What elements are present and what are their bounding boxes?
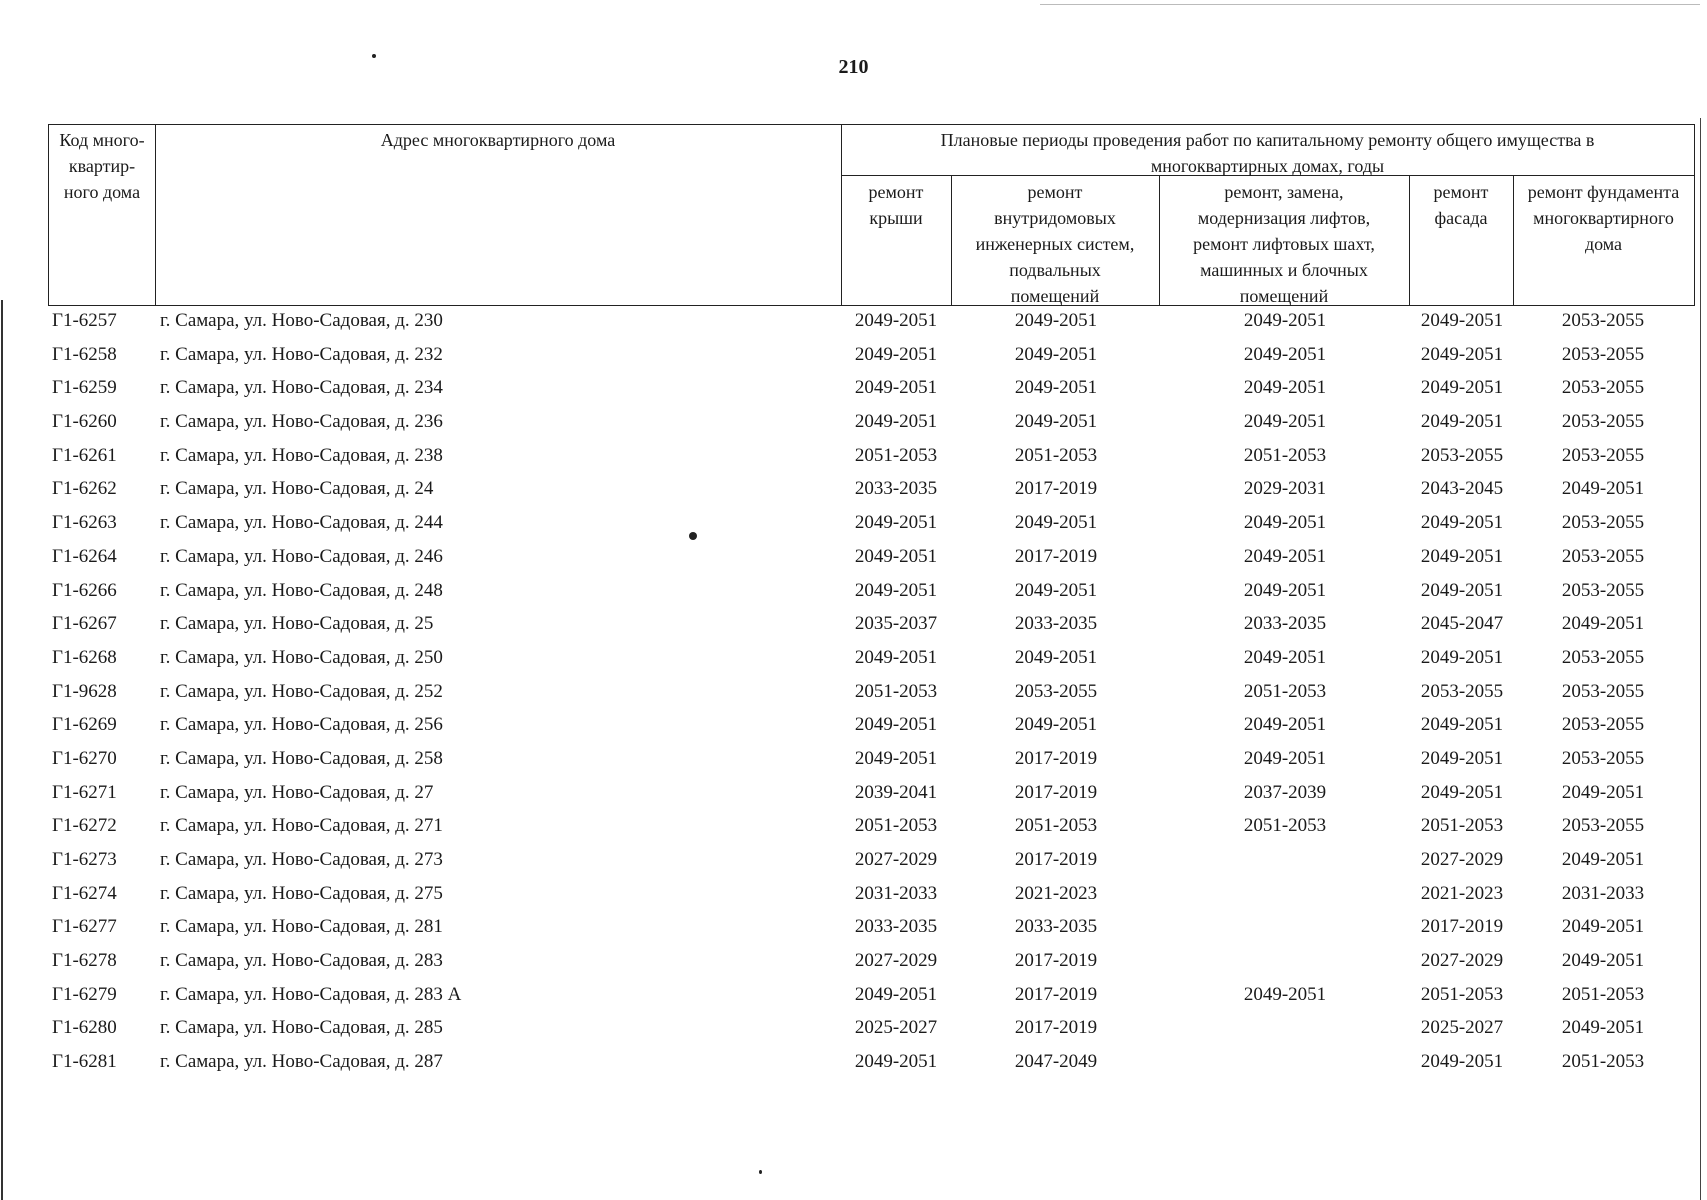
cell-engineering: 2047-2049 [1014, 1051, 1098, 1073]
cell-foundation: 2049-2051 [1561, 1017, 1645, 1039]
cell-facade: 2049-2051 [1420, 545, 1504, 567]
cell-foundation: 2053-2055 [1561, 579, 1645, 601]
cell-roof: 2035-2037 [854, 613, 938, 635]
cell-engineering: 2017-2019 [1014, 983, 1098, 1005]
cell-code: Г1-9628 [52, 680, 117, 702]
cell-facade: 2043-2045 [1420, 478, 1504, 500]
cell-address: г. Самара, ул. Ново-Садовая, д. 281 [160, 916, 443, 938]
cell-address: г. Самара, ул. Ново-Садовая, д. 283 [160, 950, 443, 972]
cell-code: Г1-6264 [52, 545, 117, 567]
cell-address: г. Самара, ул. Ново-Садовая, д. 273 [160, 849, 443, 870]
cell-address: г. Самара, ул. Ново-Садовая, д. 238 [160, 444, 443, 466]
cell-engineering: 2017-2019 [1014, 747, 1098, 769]
table-row [0, 307, 1707, 341]
cell-foundation: 2053-2055 [1561, 815, 1645, 837]
cell-facade: 2045-2047 [1420, 613, 1504, 635]
table-row [0, 442, 1707, 476]
cell-foundation: 2053-2055 [1561, 310, 1645, 331]
cell-address: г. Самара, ул. Ново-Садовая, д. 27 [160, 781, 434, 803]
cell-engineering: 2033-2035 [1014, 916, 1098, 938]
cell-facade: 2049-2051 [1420, 579, 1504, 601]
cell-address: г. Самара, ул. Ново-Садовая, д. 271 [160, 815, 443, 837]
table-row [0, 374, 1707, 408]
cell-lifts: 2049-2051 [1243, 983, 1327, 1005]
cell-lifts: 2049-2051 [1243, 377, 1327, 399]
table-row [0, 678, 1707, 712]
cell-facade: 2051-2053 [1420, 983, 1504, 1005]
cell-roof: 2025-2027 [854, 1017, 938, 1039]
cell-foundation: 2053-2055 [1561, 512, 1645, 534]
cell-code: Г1-6262 [52, 478, 117, 500]
cell-lifts: 2049-2051 [1243, 646, 1327, 668]
cell-engineering: 2049-2051 [1014, 343, 1098, 365]
cell-roof: 2051-2053 [854, 815, 938, 837]
cell-code: Г1-6260 [52, 411, 117, 433]
cell-code: Г1-6273 [52, 849, 117, 870]
cell-lifts: 2051-2053 [1243, 680, 1327, 702]
table-row [0, 509, 1707, 543]
cell-lifts: 2029-2031 [1243, 478, 1327, 500]
cell-foundation: 2049-2051 [1561, 849, 1645, 870]
cell-facade: 2051-2053 [1420, 815, 1504, 837]
header-periods-group: Плановые периоды проведения работ по капитальному ремонту общего имущества в многоквартирных домах, годы [940, 130, 1595, 176]
cell-address: г. Самара, ул. Ново-Садовая, д. 230 [160, 310, 443, 331]
cell-engineering: 2017-2019 [1014, 478, 1098, 500]
cell-code: Г1-6263 [52, 512, 117, 534]
cell-engineering: 2049-2051 [1014, 646, 1098, 668]
cell-lifts: 2049-2051 [1243, 714, 1327, 736]
cell-code: Г1-6267 [52, 613, 117, 635]
cell-lifts: 2037-2039 [1243, 781, 1327, 803]
table-row [0, 812, 1707, 846]
cell-address: г. Самара, ул. Ново-Садовая, д. 248 [160, 579, 443, 601]
cell-address: г. Самара, ул. Ново-Садовая, д. 246 [160, 545, 443, 567]
cell-foundation: 2049-2051 [1561, 950, 1645, 972]
cell-address: г. Самара, ул. Ново-Садовая, д. 287 [160, 1051, 443, 1073]
header-roof: ремонт крыши [868, 182, 924, 228]
cell-engineering: 2049-2051 [1014, 512, 1098, 534]
header-address: Адрес многоквартирного дома [380, 130, 616, 150]
cell-foundation: 2051-2053 [1561, 1051, 1645, 1073]
cell-roof: 2039-2041 [854, 781, 938, 803]
cell-code: Г1-6271 [52, 781, 117, 803]
cell-lifts: 2049-2051 [1243, 512, 1327, 534]
table-row [0, 779, 1707, 813]
header-code: Код много- квартир- ного дома [59, 130, 145, 202]
cell-address: г. Самара, ул. Ново-Садовая, д. 285 [160, 1017, 443, 1039]
cell-address: г. Самара, ул. Ново-Садовая, д. 244 [160, 512, 443, 534]
cell-code: Г1-6270 [52, 747, 117, 769]
cell-facade: 2049-2051 [1420, 411, 1504, 433]
cell-engineering: 2021-2023 [1014, 882, 1098, 904]
cell-foundation: 2049-2051 [1561, 478, 1645, 500]
table-row [0, 913, 1707, 947]
cell-engineering: 2049-2051 [1014, 411, 1098, 433]
cell-engineering: 2049-2051 [1014, 377, 1098, 399]
table-row [0, 475, 1707, 509]
table-row [0, 644, 1707, 678]
scan-speck [689, 532, 697, 540]
cell-address: г. Самара, ул. Ново-Садовая, д. 234 [160, 377, 443, 399]
table-header [48, 124, 1695, 306]
cell-foundation: 2053-2055 [1561, 343, 1645, 365]
cell-facade: 2049-2051 [1420, 310, 1504, 331]
cell-facade: 2049-2051 [1420, 714, 1504, 736]
cell-code: Г1-6261 [52, 444, 117, 466]
cell-code: Г1-6272 [52, 815, 117, 837]
cell-roof: 2049-2051 [854, 1051, 938, 1073]
cell-foundation: 2053-2055 [1561, 646, 1645, 668]
cell-foundation: 2053-2055 [1561, 411, 1645, 433]
cell-roof: 2049-2051 [854, 646, 938, 668]
cell-address: г. Самара, ул. Ново-Садовая, д. 258 [160, 747, 443, 769]
cell-foundation: 2053-2055 [1561, 444, 1645, 466]
cell-engineering: 2017-2019 [1014, 950, 1098, 972]
cell-facade: 2053-2055 [1420, 444, 1504, 466]
cell-engineering: 2017-2019 [1014, 849, 1098, 870]
cell-roof: 2049-2051 [854, 343, 938, 365]
cell-engineering: 2053-2055 [1014, 680, 1098, 702]
cell-address: г. Самара, ул. Ново-Садовая, д. 24 [160, 478, 434, 500]
cell-facade: 2049-2051 [1420, 781, 1504, 803]
cell-roof: 2049-2051 [854, 377, 938, 399]
cell-engineering: 2049-2051 [1014, 579, 1098, 601]
cell-roof: 2049-2051 [854, 310, 938, 331]
cell-lifts: 2049-2051 [1243, 343, 1327, 365]
cell-roof: 2049-2051 [854, 545, 938, 567]
cell-roof: 2027-2029 [854, 849, 938, 870]
header-facade: ремонт фасада [1433, 182, 1489, 228]
cell-foundation: 2049-2051 [1561, 613, 1645, 635]
cell-engineering: 2017-2019 [1014, 781, 1098, 803]
cell-facade: 2049-2051 [1420, 512, 1504, 534]
header-engineering: ремонт внутридомовых инженерных систем, подвальных помещений [975, 182, 1135, 306]
cell-roof: 2049-2051 [854, 747, 938, 769]
cell-lifts: 2051-2053 [1243, 444, 1327, 466]
cell-foundation: 2053-2055 [1561, 714, 1645, 736]
cell-address: г. Самара, ул. Ново-Садовая, д. 283 А [160, 983, 462, 1005]
cell-lifts: 2049-2051 [1243, 747, 1327, 769]
cell-foundation: 2031-2033 [1561, 882, 1645, 904]
cell-facade: 2027-2029 [1420, 849, 1504, 870]
cell-roof: 2051-2053 [854, 680, 938, 702]
cell-foundation: 2049-2051 [1561, 781, 1645, 803]
cell-facade: 2021-2023 [1420, 882, 1504, 904]
cell-facade: 2017-2019 [1420, 916, 1504, 938]
scan-speck [759, 1170, 762, 1174]
cell-code: Г1-6258 [52, 343, 117, 365]
cell-roof: 2049-2051 [854, 714, 938, 736]
cell-address: г. Самара, ул. Ново-Садовая, д. 252 [160, 680, 443, 702]
cell-lifts: 2049-2051 [1243, 545, 1327, 567]
cell-engineering: 2051-2053 [1014, 815, 1098, 837]
cell-code: Г1-6278 [52, 950, 117, 972]
cell-code: Г1-6277 [52, 916, 117, 938]
table-row [0, 408, 1707, 442]
table-row [0, 1048, 1707, 1082]
table-row [0, 610, 1707, 644]
cell-code: Г1-6268 [52, 646, 117, 668]
table-row [0, 577, 1707, 611]
cell-engineering: 2049-2051 [1014, 714, 1098, 736]
cell-address: г. Самара, ул. Ново-Садовая, д. 256 [160, 714, 443, 736]
cell-facade: 2049-2051 [1420, 377, 1504, 399]
header-foundation: ремонт фундамента многоквартирного дома [1527, 182, 1680, 254]
cell-code: Г1-6259 [52, 377, 117, 399]
cell-roof: 2049-2051 [854, 983, 938, 1005]
cell-address: г. Самара, ул. Ново-Садовая, д. 275 [160, 882, 443, 904]
table-row [0, 543, 1707, 577]
cell-code: Г1-6257 [52, 310, 117, 331]
scan-speck [372, 54, 376, 58]
table-row [0, 341, 1707, 375]
cell-foundation: 2053-2055 [1561, 680, 1645, 702]
cell-lifts: 2049-2051 [1243, 579, 1327, 601]
cell-address: г. Самара, ул. Ново-Садовая, д. 25 [160, 613, 434, 635]
header-lifts: ремонт, замена, модернизация лифтов, ремонт лифтовых шахт, машинных и блочных помещений [1193, 182, 1375, 306]
cell-facade: 2049-2051 [1420, 1051, 1504, 1073]
table-row [0, 745, 1707, 779]
cell-facade: 2027-2029 [1420, 950, 1504, 972]
cell-roof: 2049-2051 [854, 411, 938, 433]
cell-roof: 2031-2033 [854, 882, 938, 904]
cell-code: Г1-6269 [52, 714, 117, 736]
cell-lifts: 2049-2051 [1243, 310, 1327, 331]
cell-address: г. Самара, ул. Ново-Садовая, д. 250 [160, 646, 443, 668]
cell-engineering: 2033-2035 [1014, 613, 1098, 635]
cell-facade: 2053-2055 [1420, 680, 1504, 702]
cell-facade: 2049-2051 [1420, 343, 1504, 365]
cell-lifts: 2033-2035 [1243, 613, 1327, 635]
cell-code: Г1-6280 [52, 1017, 117, 1039]
cell-code: Г1-6274 [52, 882, 117, 904]
cell-roof: 2033-2035 [854, 478, 938, 500]
table-row [0, 846, 1707, 880]
cell-roof: 2049-2051 [854, 579, 938, 601]
cell-facade: 2049-2051 [1420, 646, 1504, 668]
cell-code: Г1-6279 [52, 983, 117, 1005]
cell-foundation: 2051-2053 [1561, 983, 1645, 1005]
cell-roof: 2027-2029 [854, 950, 938, 972]
cell-facade: 2049-2051 [1420, 747, 1504, 769]
cell-engineering: 2017-2019 [1014, 545, 1098, 567]
cell-engineering: 2017-2019 [1014, 1017, 1098, 1039]
cell-address: г. Самара, ул. Ново-Садовая, д. 232 [160, 343, 443, 365]
cell-roof: 2033-2035 [854, 916, 938, 938]
table-row [0, 880, 1707, 914]
cell-roof: 2049-2051 [854, 512, 938, 534]
page-number: 210 [838, 56, 869, 78]
cell-address: г. Самара, ул. Ново-Садовая, д. 236 [160, 411, 443, 433]
cell-engineering: 2051-2053 [1014, 444, 1098, 466]
table-body [0, 307, 1707, 1082]
cell-foundation: 2053-2055 [1561, 377, 1645, 399]
table-row [0, 981, 1707, 1015]
table-row [0, 711, 1707, 745]
cell-roof: 2051-2053 [854, 444, 938, 466]
cell-lifts: 2049-2051 [1243, 411, 1327, 433]
table-row [0, 1014, 1707, 1048]
cell-engineering: 2049-2051 [1014, 310, 1098, 331]
cell-foundation: 2053-2055 [1561, 747, 1645, 769]
cell-foundation: 2053-2055 [1561, 545, 1645, 567]
cell-code: Г1-6266 [52, 579, 117, 601]
cell-code: Г1-6281 [52, 1051, 117, 1073]
cell-foundation: 2049-2051 [1561, 916, 1645, 938]
scan-top-rule [1040, 4, 1700, 5]
cell-lifts: 2051-2053 [1243, 815, 1327, 837]
cell-facade: 2025-2027 [1420, 1017, 1504, 1039]
table-row [0, 947, 1707, 981]
